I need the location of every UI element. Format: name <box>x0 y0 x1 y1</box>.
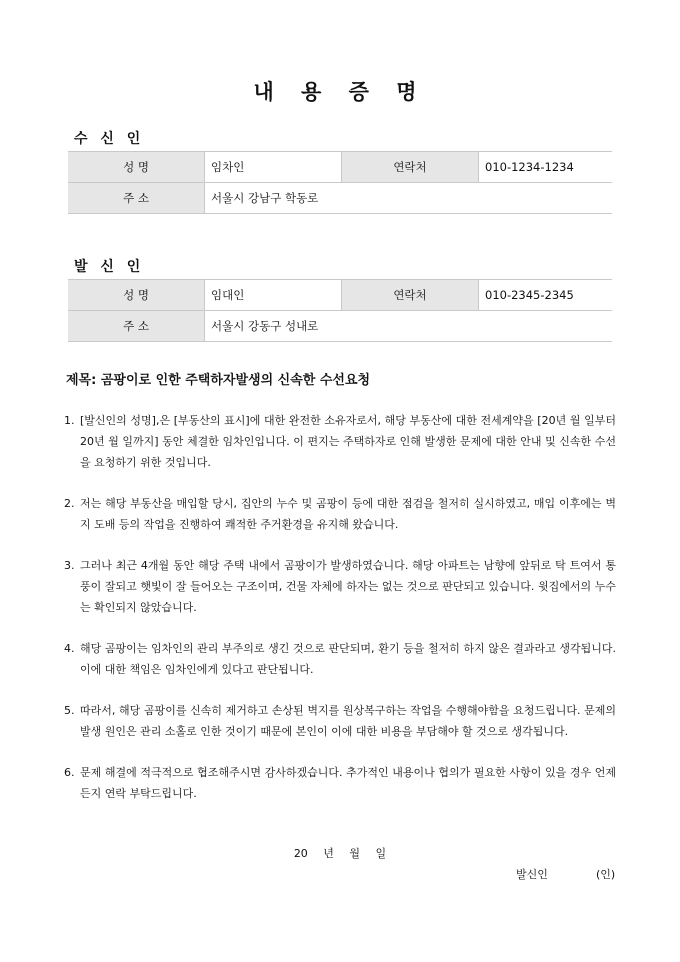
sender-name: 임대인 <box>205 280 342 311</box>
recipient-address-label: 주 소 <box>68 183 205 214</box>
footer-sender-label: 발신인 <box>516 868 548 881</box>
recipient-contact: 010-1234-1234 <box>479 152 613 183</box>
item-number: 4. <box>64 642 75 655</box>
list-item <box>64 638 616 680</box>
recipient-address: 서울시 강남구 학동로 <box>205 183 613 214</box>
item-text: 저는 해당 부동산을 매입할 당시, 집안의 누수 및 곰팡이 등에 대한 점검을 철저히 실시하였고, 매입 이후에는 벽지 도배 등의 작업을 진행하여 쾌적한 주거환경을 유지해 왔습니다. <box>80 497 616 531</box>
body-items <box>64 410 616 824</box>
sender-label: 발 신 인 <box>74 259 145 275</box>
recipient-row-address <box>68 183 612 214</box>
sender-contact: 010-2345-2345 <box>479 280 613 311</box>
list-item <box>64 493 616 535</box>
item-text: 따라서, 해당 곰팡이를 신속히 제거하고 손상된 벽지를 원상복구하는 작업을 수행해야함을 요청드립니다. 문제의 발생 원인은 관리 소홀로 인한 것이기 때문에 본인이 이에 대한 비용을 부담해야 할 것으로 생각됩니다. <box>80 704 616 738</box>
recipient-label: 수 신 인 <box>74 131 145 147</box>
item-text: 해당 곰팡이는 임차인의 관리 부주의로 생긴 것으로 판단되며, 환기 등을 철저히 하지 않은 결과라고 생각됩니다. 이에 대한 책임은 임차인에게 있다고 판단됩니다. <box>80 642 616 676</box>
subject-line: 제목: 곰팡이로 인한 주택하자발생의 신속한 수선요청 <box>66 373 371 388</box>
recipient-table <box>68 151 612 214</box>
list-item <box>64 762 616 804</box>
sender-address-label: 주 소 <box>68 311 205 342</box>
list-item <box>64 555 616 618</box>
recipient-name: 임차인 <box>205 152 342 183</box>
sender-row-name <box>68 280 612 311</box>
item-number: 3. <box>64 559 75 572</box>
item-number: 5. <box>64 704 75 717</box>
sender-name-label: 성 명 <box>68 280 205 311</box>
footer-seal: (인) <box>596 868 616 881</box>
list-item <box>64 700 616 742</box>
sender-row-address <box>68 311 612 342</box>
item-text: [발신인의 성명],은 [부동산의 표시]에 대한 완전한 소유자로서, 해당 부동산에 대한 전세계약을 [20년 월 일부터 20년 월 일까지] 동안 체결한 임차인입니다. 이 편지는 주택하자로 인해 발생한 문제에 대한 안내 및 신속한 수선을 요청하기 위한 것입니다. <box>80 414 616 469</box>
sender-table <box>68 279 612 342</box>
recipient-name-label: 성 명 <box>68 152 205 183</box>
recipient-row-name <box>68 152 612 183</box>
item-text: 문제 해결에 적극적으로 협조해주시면 감사하겠습니다. 추가적인 내용이나 협의가 필요한 사항이 있을 경우 언제든지 연락 부탁드립니다. <box>80 766 616 800</box>
item-number: 2. <box>64 497 75 510</box>
item-number: 6. <box>64 766 75 779</box>
sender-contact-label: 연락처 <box>342 280 479 311</box>
list-item <box>64 410 616 473</box>
sender-address: 서울시 강동구 성내로 <box>205 311 613 342</box>
recipient-contact-label: 연락처 <box>342 152 479 183</box>
date-line: 20 년 월 일 <box>293 847 387 860</box>
item-number: 1. <box>64 414 75 427</box>
document-title: 내 용 증 명 <box>253 80 427 104</box>
item-text: 그러나 최근 4개월 동안 해당 주택 내에서 곰팡이가 발생하였습니다. 해당 아파트는 남향에 앞뒤로 탁 트여서 통풍이 잘되고 햇빛이 잘 들어오는 구조이며, 건물 자체에 하자는 없는 것으로 판단되고 있습니다. 윗집에서의 누수는 확인되지 않았습니다. <box>80 559 616 614</box>
